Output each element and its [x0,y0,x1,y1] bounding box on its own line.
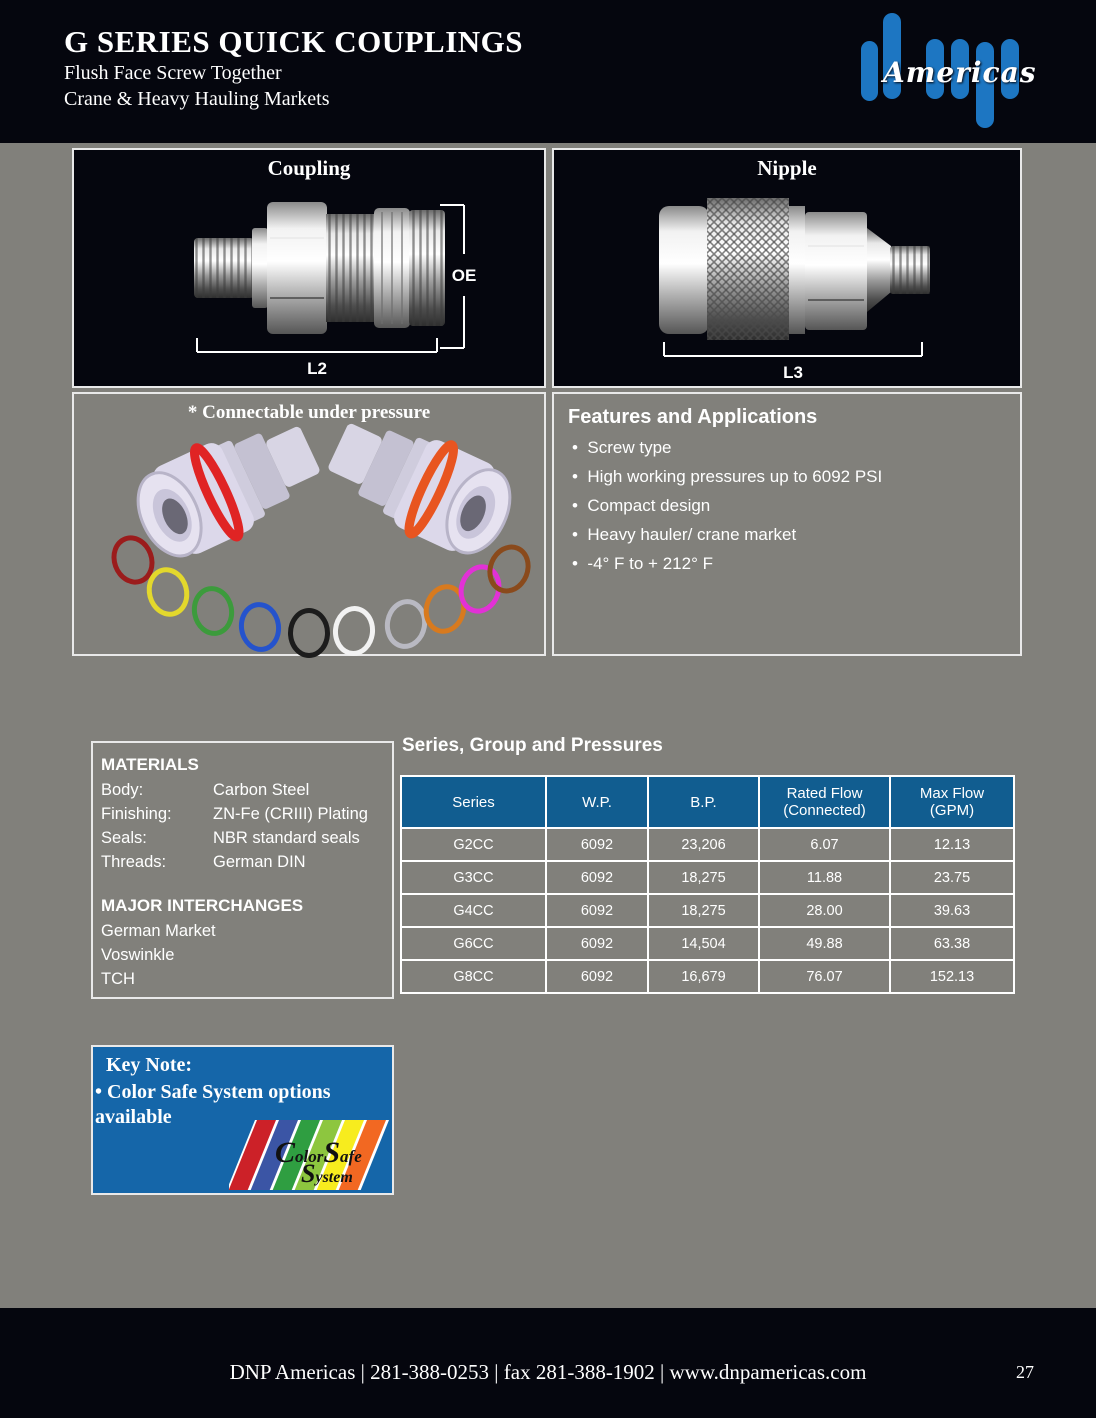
col-bp: B.P. [648,776,759,828]
header-bar [0,0,1096,143]
materials-box [91,741,394,999]
materials-value: German DIN [213,853,306,871]
cell: 18,275 [648,861,759,894]
page-title: G SERIES QUICK COUPLINGS [64,24,524,59]
col-series: Series [401,776,546,828]
features-panel [552,392,1022,656]
table-row [401,861,1014,894]
pressure-table [400,775,1015,994]
cell: 14,504 [648,927,759,960]
cell: 11.88 [759,861,890,894]
cell: 49.88 [759,927,890,960]
cell: 76.07 [759,960,890,993]
dim-label-l2: L2 [307,359,327,378]
series-section-title: Series, Group and Pressures [402,735,663,756]
cell: 18,275 [648,894,759,927]
fitting-right [317,401,524,567]
cell: G8CC [401,960,546,993]
col-wp: W.P. [546,776,648,828]
fitting-left [124,404,331,570]
dnp-logo [856,4,1056,144]
feature-item: • -4° F to + 212° F [572,554,1020,574]
color-safe-system-logo [229,1120,389,1190]
coupling-panel-title: Coupling [267,156,351,180]
materials-row [101,781,384,800]
table-row [401,894,1014,927]
materials-label: Finishing: [101,805,172,823]
nipple-photo [554,150,1020,386]
logo-americas-text: Americas [883,56,1037,89]
coupling-illustration [194,202,445,334]
materials-row [101,829,384,848]
materials-row [101,805,384,824]
footer-contact: DNP Americas | 281-388-0253 | fax 281-388-1902 | www.dnpamericas.com [229,1360,867,1384]
table-row [401,927,1014,960]
cell: 23,206 [648,828,759,861]
keynote-bullet: • Color Safe System options available [95,1081,331,1128]
interchange-item: TCH [101,970,135,988]
feature-item: • Heavy hauler/ crane market [572,525,1020,545]
interchanges-title: MAJOR INTERCHANGES [101,896,304,915]
table-header-row [401,776,1014,828]
materials-label: Seals: [101,829,147,847]
feature-item: • Compact design [572,496,1020,516]
page-subtitle-2: Crane & Heavy Hauling Markets [64,88,330,110]
cell: 152.13 [890,960,1014,993]
logo-bar [861,41,878,101]
cell: 39.63 [890,894,1014,927]
table-row [401,960,1014,993]
keynote-box [91,1045,394,1195]
col-max-flow: Max Flow (GPM) [890,776,1014,828]
materials-value: NBR standard seals [213,829,360,847]
cell: G6CC [401,927,546,960]
page-number: 27 [1016,1362,1034,1382]
interchange-item: German Market [101,922,216,940]
materials-title: MATERIALS [101,755,199,774]
coupling-photo [74,150,544,386]
footer-bar [0,1308,1096,1418]
cell: 12.13 [890,828,1014,861]
materials-row [101,853,384,872]
dim-label-oe: OE [451,266,477,285]
cell: 6092 [546,927,648,960]
features-title: Features and Applications [568,406,818,428]
nipple-panel-title: Nipple [757,156,817,180]
col-rated-flow: Rated Flow (Connected) [759,776,890,828]
cell: 6092 [546,894,648,927]
nipple-dimension-lines [664,342,922,382]
cell: G4CC [401,894,546,927]
materials-label: Body: [101,781,144,799]
cell: 16,679 [648,960,759,993]
cell: 23.75 [890,861,1014,894]
cell: 6092 [546,828,648,861]
cell: 28.00 [759,894,890,927]
materials-label: Threads: [101,853,167,871]
table-row [401,828,1014,861]
features-list [572,438,1020,574]
cell: 6092 [546,861,648,894]
feature-item: • High working pressures up to 6092 PSI [572,467,1020,487]
logo-text-line2: System [301,1159,353,1188]
nipple-illustration [659,198,930,340]
nipple-photo-panel [552,148,1022,388]
cell: 6092 [546,960,648,993]
materials-value: ZN-Fe (CRIII) Plating [213,805,368,823]
keynote-title: Key Note: [106,1054,193,1076]
color-ring [288,608,330,658]
cell: 63.38 [890,927,1014,960]
page-subtitle-1: Flush Face Screw Together [64,62,282,84]
materials-value: Carbon Steel [213,781,310,799]
connectable-panel [72,392,546,656]
coupling-photo-panel [72,148,546,388]
dim-label-l3: L3 [783,363,803,382]
feature-item: • Screw type [572,438,1020,458]
cell: G2CC [401,828,546,861]
cell: 6.07 [759,828,890,861]
cell: G3CC [401,861,546,894]
interchange-item: Voswinkle [101,946,175,964]
logo-text-line1: ColorSafe [275,1136,362,1169]
connectable-title: * Connectable under pressure [187,402,431,423]
